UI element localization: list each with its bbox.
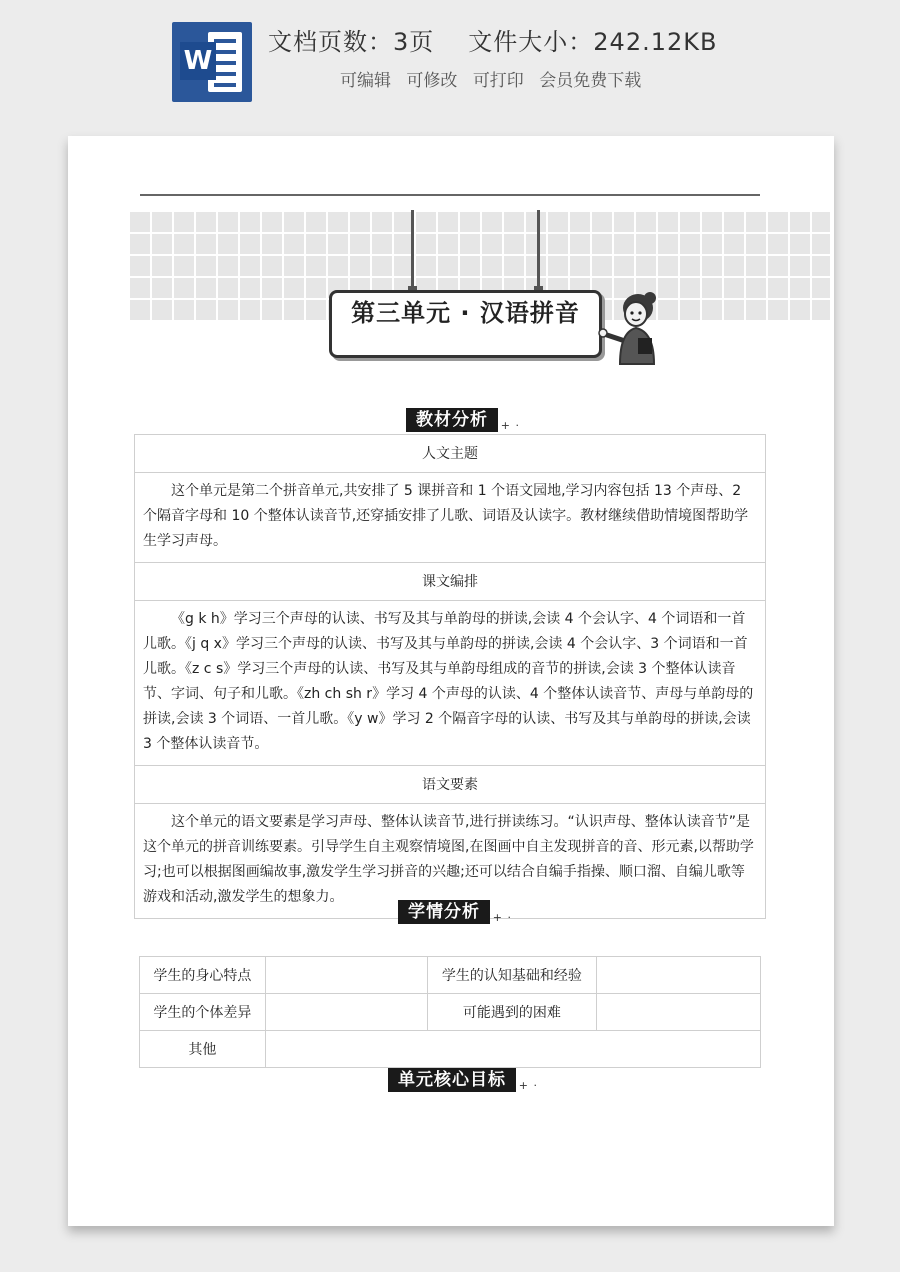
section-badge-textbook-analysis: 教材分析 + ·: [406, 408, 498, 432]
table-cell-label: 学生的个体差异: [140, 994, 266, 1031]
analysis-body-theme: 这个单元是第二个拼音单元,共安排了 5 课拼音和 1 个语文园地,学习内容包括 13 个声母、2 个隔音字母和 10 个整体认读音节,还穿插安排了儿歌、词语及认读字。教材继续借助情境图帮助学生学习声母。: [135, 473, 765, 563]
analysis-heading-elements: 语文要素: [135, 766, 765, 804]
document-page: [68, 136, 834, 1226]
section-badge-learner-analysis: 学情分析 + ·: [398, 900, 490, 924]
learner-analysis-table: [139, 956, 761, 1068]
table-cell-empty: [597, 994, 761, 1031]
word-document-icon: W: [172, 22, 252, 102]
feature-editable: 可编辑: [340, 71, 391, 91]
table-cell-empty: [265, 1031, 760, 1068]
feature-member-download: 会员免费下载: [539, 71, 642, 91]
hanging-string-right: [537, 210, 540, 286]
feature-modifiable: 可修改: [406, 71, 458, 91]
header-rule: [140, 194, 760, 196]
document-stats: [268, 22, 717, 57]
table-row: [140, 957, 761, 994]
table-cell-empty: [265, 957, 427, 994]
hanging-string-left: [411, 210, 414, 286]
analysis-body-arrangement: 《g k h》学习三个声母的认读、书写及其与单韵母的拼读,会读 4 个会认字、4 个词语和一首儿歌。《j q x》学习三个声母的认读、书写及其与单韵母的拼读,会读 4 个会认字、3 个词语和一首儿歌。《z c s》学习三个声母的认读、书写及其与单韵母组成的音节的拼读,会读 3 个整体认读音节、字词、句子和儿歌。《zh ch sh r》学习 4 个声母的认读、4 个整体认读音节、声母与单韵母的拼读,会读 3 个词语、一首儿歌。《y w》学习 2 个隔音字母的认读、书写及其与单韵母的拼读,会读 3 个整体认读音节。: [135, 601, 765, 766]
feature-list: [340, 66, 641, 91]
page-count: 文档页数：3页: [268, 28, 435, 56]
feature-printable: 可打印: [472, 71, 524, 91]
analysis-heading-theme: 人文主题: [135, 435, 765, 473]
table-cell-empty: [265, 994, 427, 1031]
analysis-heading-arrangement: 课文编排: [135, 563, 765, 601]
analysis-body-elements: 这个单元的语文要素是学习声母、整体认读音节,进行拼读练习。“认识声母、整体认读音节”是这个单元的拼音训练要素。引导学生自主观察情境图,在图画中自主发现拼音的音、形元素,以帮助学习;也可以根据图画编故事,激发学生学习拼音的兴趣;还可以结合自编手指操、顺口溜、自编儿歌等游戏和活动,激发学生的想象力。: [143, 814, 754, 905]
document-info-header: [0, 0, 900, 120]
teacher-mascot-icon: [598, 288, 668, 366]
textbook-analysis-table: [134, 434, 766, 919]
section-badge-core-goals: 单元核心目标 + ·: [388, 1068, 516, 1092]
table-cell-label: 学生的认知基础和经验: [427, 957, 597, 994]
table-cell-label: 学生的身心特点: [140, 957, 266, 994]
table-cell-label: 其他: [140, 1031, 266, 1068]
table-row: [140, 1031, 761, 1068]
table-cell-label: 可能遇到的困难: [427, 994, 597, 1031]
unit-title: 第三单元 · 汉语拼音: [329, 290, 602, 358]
table-cell-empty: [597, 957, 761, 994]
table-row: [140, 994, 761, 1031]
file-size: 文件大小：242.12KB: [468, 28, 718, 56]
